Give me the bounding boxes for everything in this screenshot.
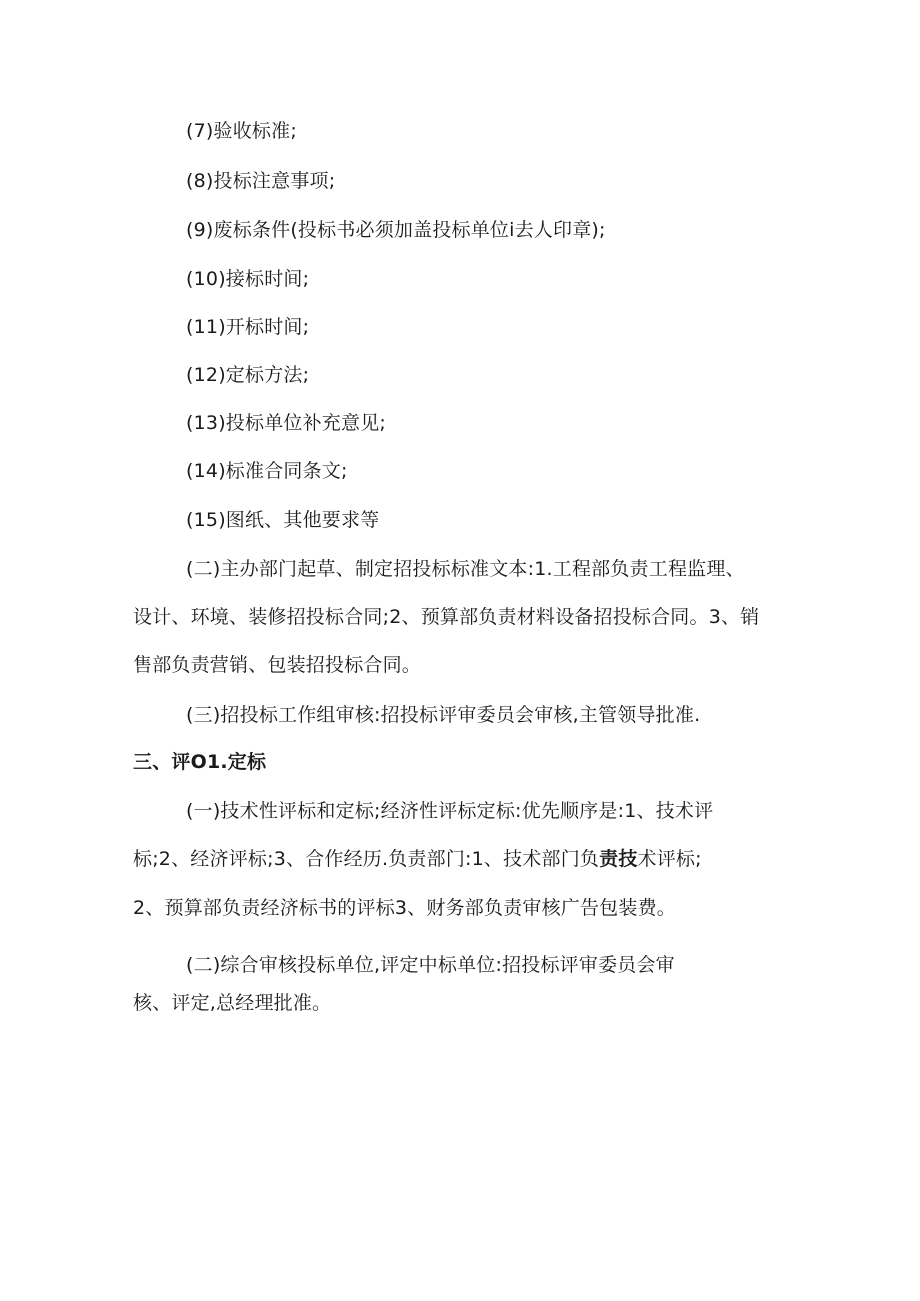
evaluation-paragraph-line-3: 2、预算部负责经济标书的评标3、财务部负责审核广告包装费。 xyxy=(133,897,676,919)
list-item-13: (13)投标单位补充意见; xyxy=(186,412,387,434)
evaluation-paragraph-line-1: (一)技术性评标和定标;经济性评标定标:优先顺序是:1、技术评 xyxy=(186,800,714,822)
drafting-paragraph-line-1: (二)主办部门起草、制定招投标标准文本:1.工程部负责工程监理、 xyxy=(186,558,745,580)
list-item-14: (14)标准合同条文; xyxy=(186,460,348,482)
evaluation-line-2-bold-part: 责技 xyxy=(599,848,638,870)
list-item-12: (12)定标方法; xyxy=(186,364,310,386)
section-three-heading: 三、评O1.定标 xyxy=(133,751,267,773)
list-item-15: (15)图纸、其他要求等 xyxy=(186,509,380,531)
evaluation-line-2-part-a: 标;2、经济评标;3、合作经历.负责部门:1、技术部门负 xyxy=(133,848,600,870)
list-item-11: (11)开标时间; xyxy=(186,316,310,338)
evaluation-paragraph-line-2 xyxy=(133,847,702,871)
drafting-paragraph-line-2: 设计、环境、装修招投标合同;2、预算部负责材料设备招投标合同。3、销 xyxy=(133,606,760,628)
award-paragraph-line-2: 核、评定,总经理批准。 xyxy=(133,992,332,1014)
evaluation-line-2-part-c: 术评标; xyxy=(637,848,702,870)
list-item-10: (10)接标时间; xyxy=(186,268,310,290)
list-item-8: (8)投标注意事项; xyxy=(186,170,336,192)
review-paragraph: (三)招投标工作组审核:招投标评审委员会审核,主管领导批准. xyxy=(186,704,701,726)
list-item-9: (9)废标条件(投标书必须加盖投标单位i去人印章); xyxy=(186,219,606,241)
award-paragraph-line-1: (二)综合审核投标单位,评定中标单位:招投标评审委员会审 xyxy=(186,954,675,976)
drafting-paragraph-line-3: 售部负责营销、包装招投标合同。 xyxy=(133,654,422,676)
list-item-7: (7)验收标准; xyxy=(186,120,297,142)
